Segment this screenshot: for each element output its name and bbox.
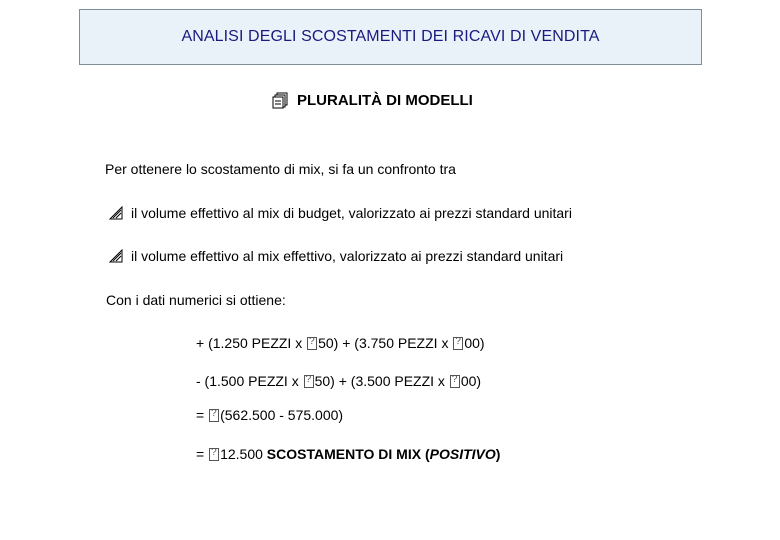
- mix-result-label: SCOSTAMENTO DI MIX (: [266, 446, 430, 462]
- calc-part: 50) + (3.750 PEZZI x: [318, 335, 453, 351]
- intro-text: Per ottenere lo scostamento di mix, si fa un confronto tra: [105, 161, 456, 177]
- calc-part: =: [196, 446, 209, 462]
- missing-glyph-icon: [304, 375, 314, 388]
- calc-line-3: [196, 407, 343, 423]
- bullet-item-2: [109, 248, 563, 264]
- triangle-pencil-icon: [109, 249, 123, 263]
- calc-line-1: [196, 335, 485, 351]
- missing-glyph-icon: [209, 409, 219, 422]
- missing-glyph-icon: [307, 337, 317, 350]
- calc-part: =: [196, 407, 209, 423]
- mix-result-sign: POSITIVO: [429, 446, 496, 462]
- document-stack-icon: [272, 92, 288, 109]
- calc-part: + (1.250 PEZZI x: [196, 335, 307, 351]
- missing-glyph-icon: [209, 448, 219, 461]
- calc-line-2: [196, 373, 481, 389]
- calc-part: 50) + (3.500 PEZZI x: [314, 373, 449, 389]
- section-subtitle: [272, 89, 473, 111]
- calc-part: (: [220, 407, 225, 423]
- calc-part: 562.500 - 575.000): [224, 407, 344, 423]
- title-banner: [79, 9, 702, 65]
- bullet-text: il volume effettivo al mix effettivo, valorizzato ai prezzi standard unitari: [131, 248, 564, 264]
- mix-result-close: ): [495, 446, 501, 462]
- calc-part: - (1.500 PEZZI x: [196, 373, 303, 389]
- calc-line-4: [196, 446, 500, 462]
- numeric-intro-text: Con i dati numerici si ottiene:: [106, 292, 286, 308]
- bullet-item-1: [109, 205, 572, 221]
- calc-part: 00): [460, 373, 482, 389]
- subtitle-text: PLURALITÀ DI MODELLI: [297, 91, 473, 109]
- missing-glyph-icon: [450, 375, 460, 388]
- bullet-text: il volume effettivo al mix di budget, valorizzato ai prezzi standard unitari: [131, 205, 572, 221]
- calc-part: 00): [464, 335, 485, 351]
- triangle-pencil-icon: [109, 206, 123, 220]
- page-title: ANALISI DEGLI SCOSTAMENTI DEI RICAVI DI VENDITA: [181, 28, 600, 45]
- calc-part: 12.500: [220, 446, 267, 462]
- missing-glyph-icon: [453, 337, 463, 350]
